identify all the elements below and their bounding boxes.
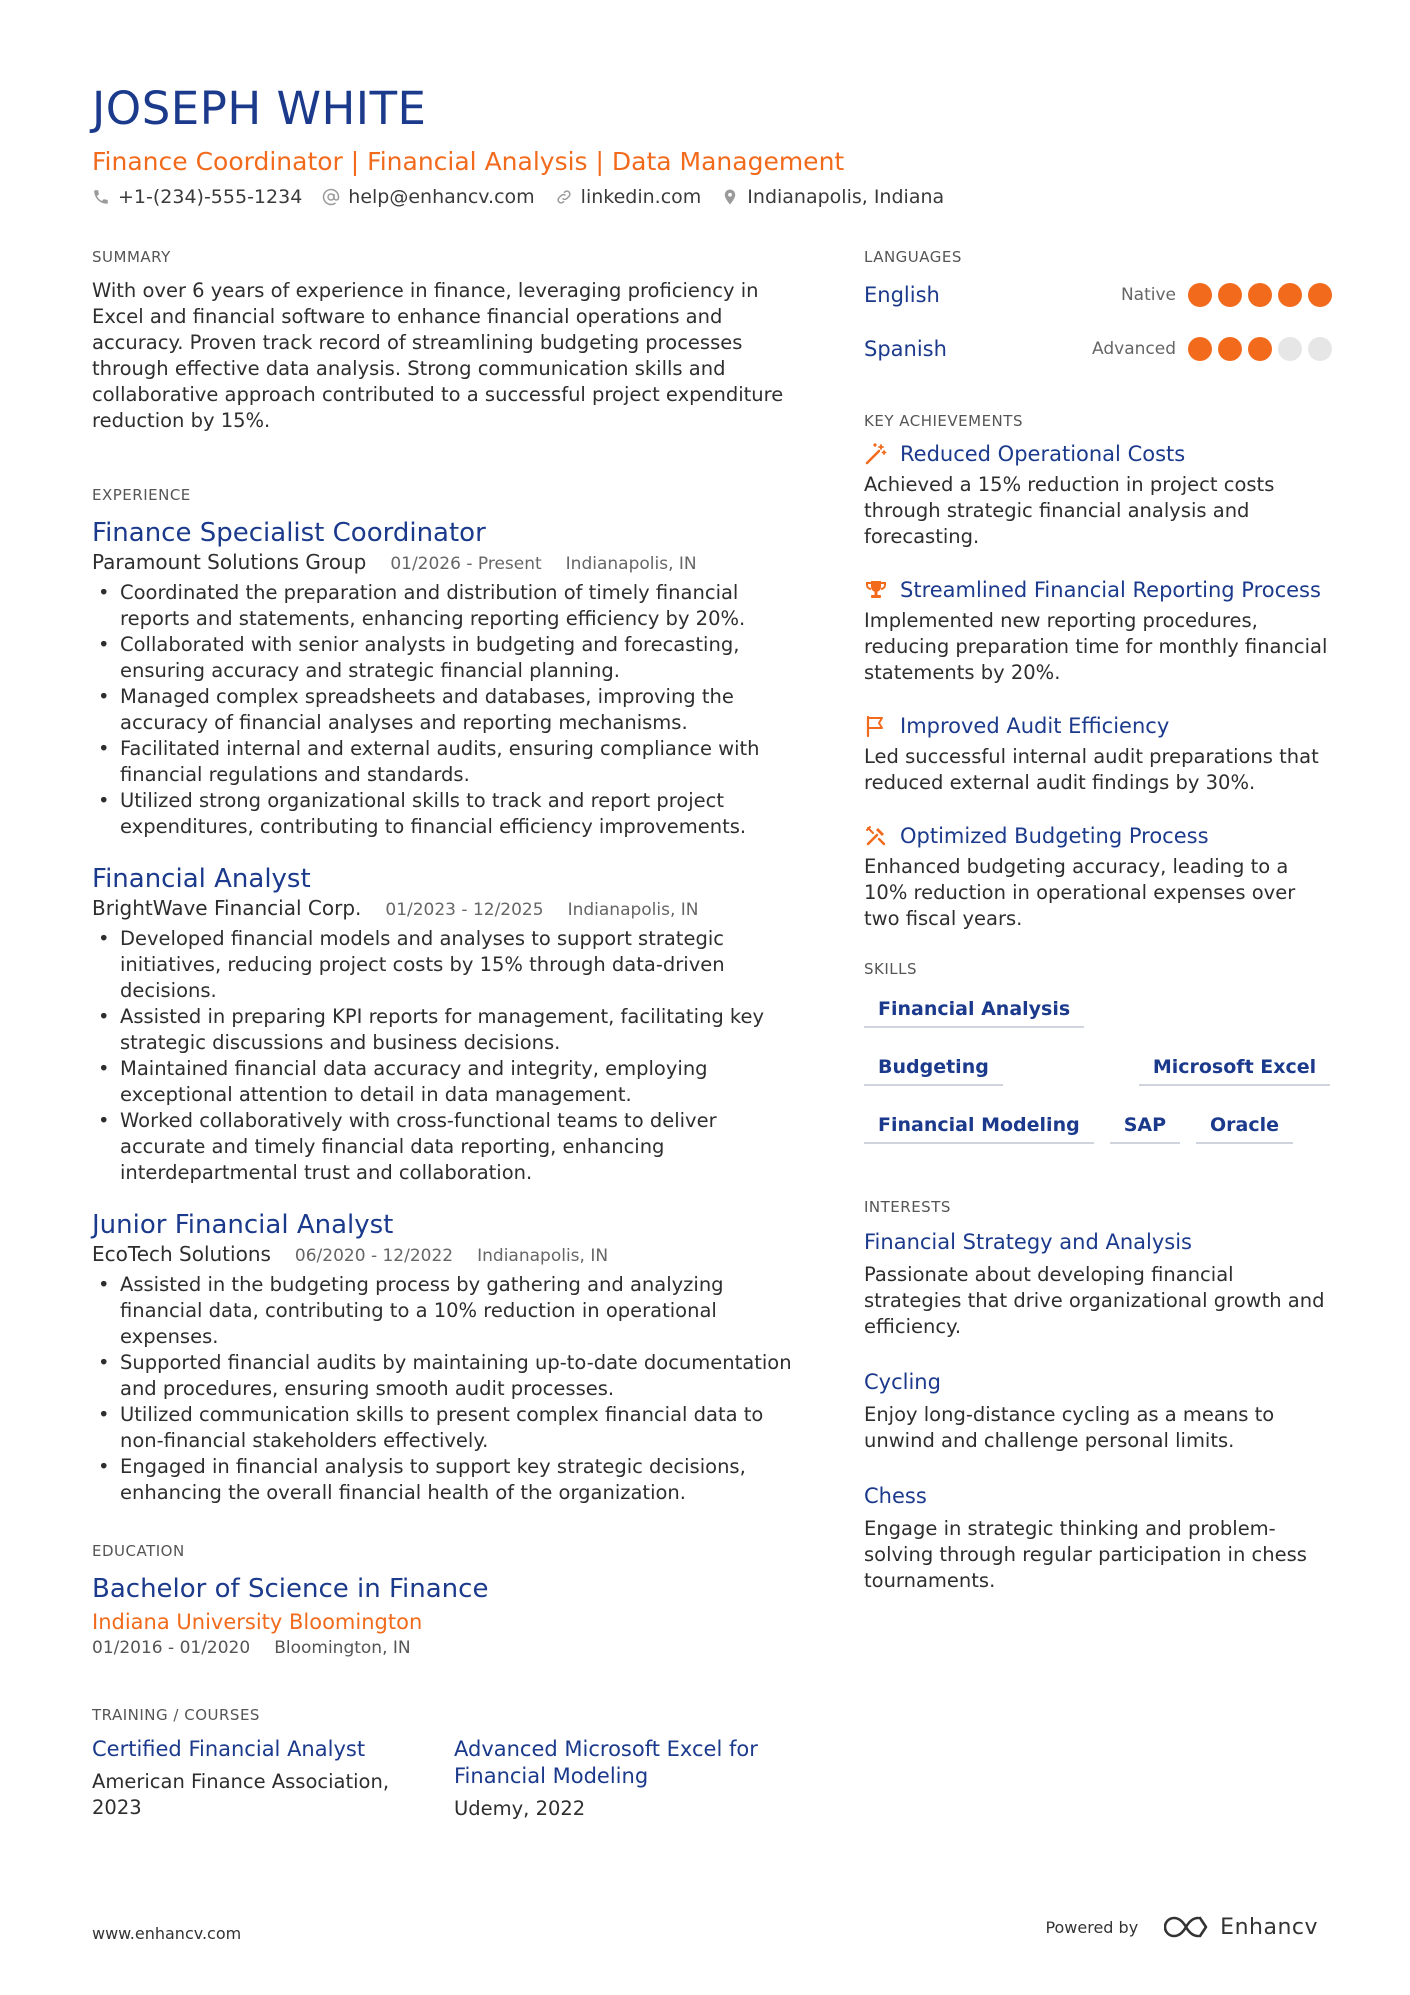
- skill-tag: Oracle: [1196, 1114, 1293, 1144]
- job-meta: [92, 1242, 792, 1266]
- achievement-desc: Led successful internal audit preparations that reduced external audit findings by 30%.: [864, 745, 1319, 794]
- bullet-item: • Utilized strong organizational skills to track and report project expenditures, contributing to financial efficiency improvements.: [92, 788, 792, 840]
- job-company: Paramount Solutions Group: [92, 550, 367, 574]
- summary-text: With over 6 years of experience in finance, leveraging proficiency in Excel and financial software to enhance financial operations and accuracy. Proven track record of streamlining budgeting processes through effective data analysis. Strong communication skills and collaborative approach contributed to a successful project expenditure reduction by 15%.: [92, 279, 784, 432]
- bullet-item: • Facilitated internal and external audits, ensuring compliance with financial regulations and standards.: [92, 736, 792, 788]
- achievement-item: [864, 714, 1334, 796]
- interest-title: Cycling: [864, 1370, 941, 1394]
- skill-tag: Budgeting: [864, 1056, 1003, 1086]
- bullet-item: • Assisted in the budgeting process by gathering and analyzing financial data, contributing to a 10% reduction in operational expenses.: [92, 1272, 792, 1350]
- achievements-section: [864, 412, 1334, 932]
- magic-wand-icon: [864, 442, 888, 466]
- interest-item: [864, 1228, 1334, 1340]
- language-row: [864, 322, 1334, 376]
- interest-desc: Enjoy long-distance cycling as a means to unwind and challenge personal limits.: [864, 1403, 1275, 1452]
- candidate-title: Finance Coordinator | Financial Analysis | Data Management: [92, 147, 845, 176]
- education-location: Bloomington, IN: [274, 1638, 411, 1658]
- job-meta: [92, 550, 792, 574]
- linkedin-text: linkedin.com: [580, 186, 702, 208]
- bullet-item: • Utilized communication skills to present complex financial data to non-financial stakeholders effectively.: [92, 1402, 792, 1454]
- achievement-desc: Implemented new reporting procedures, reducing preparation time for monthly financial statements by 20%.: [864, 609, 1328, 684]
- right-column: [864, 248, 1334, 1642]
- course-item: [92, 1736, 430, 1822]
- achievement-desc: Enhanced budgeting accuracy, leading to a 10% reduction in operational expenses over two fiscal years.: [864, 855, 1296, 930]
- bullet-item: • Developed financial models and analyses to support strategic initiatives, reducing project costs by 15% through data-driven decisions.: [92, 926, 792, 1004]
- job-bullets: [92, 580, 792, 840]
- achievement-desc: Achieved a 15% reduction in project costs through strategic financial analysis and forecasting.: [864, 473, 1275, 548]
- achievement-title: Streamlined Financial Reporting Process: [900, 578, 1321, 602]
- skills-list: [864, 998, 1334, 1144]
- job-bullets: [92, 1272, 792, 1506]
- skill-tag: Microsoft Excel: [1139, 1056, 1330, 1086]
- phone-icon: [92, 188, 110, 206]
- brand-name: Enhancv: [1220, 1914, 1318, 1940]
- job-entry: [92, 862, 792, 1186]
- contact-email[interactable]: [322, 186, 534, 208]
- job-entry: [92, 1208, 792, 1506]
- interest-item: [864, 1368, 1334, 1454]
- achievement-item: [864, 442, 1334, 550]
- rating-dot-filled: [1218, 337, 1242, 361]
- rating-dot-filled: [1308, 283, 1332, 307]
- left-column: [92, 248, 792, 1870]
- bullet-item: • Engaged in financial analysis to support key strategic decisions, enhancing the overall financial health of the organization.: [92, 1454, 792, 1506]
- course-title: Advanced Microsoft Excel for Financial Modeling: [454, 1737, 758, 1788]
- job-company: EcoTech Solutions: [92, 1242, 271, 1266]
- bullet-item: • Worked collaboratively with cross-functional teams to deliver accurate and timely financial data reporting, enhancing interdepartmental trust and collaboration.: [92, 1108, 792, 1186]
- job-title: Junior Financial Analyst: [92, 1210, 394, 1240]
- education-degree: Bachelor of Science in Finance: [92, 1574, 489, 1604]
- section-heading: INTERESTS: [864, 1198, 951, 1216]
- powered-by-label: Powered by: [1045, 1917, 1139, 1937]
- bullet-item: • Collaborated with senior analysts in budgeting and forecasting, ensuring accuracy and strategic financial planning.: [92, 632, 792, 684]
- location-pin-icon: [721, 188, 739, 206]
- interest-title: Financial Strategy and Analysis: [864, 1230, 1192, 1254]
- course-item: [454, 1736, 792, 1822]
- candidate-name: JOSEPH WHITE: [92, 82, 427, 135]
- language-rating: [1188, 283, 1332, 307]
- email-text: help@enhancv.com: [348, 186, 535, 208]
- section-heading: SKILLS: [864, 960, 918, 978]
- job-location: Indianapolis, IN: [567, 900, 699, 920]
- skill-tag: SAP: [1110, 1114, 1180, 1144]
- bullet-item: • Coordinated the preparation and distribution of timely financial reports and statements, enhancing reporting efficiency by 20%.: [92, 580, 792, 632]
- link-icon: [555, 188, 573, 206]
- job-dates: 01/2026 - Present: [390, 554, 542, 574]
- achievement-item: [864, 578, 1334, 686]
- languages-section: [864, 248, 1334, 376]
- job-bullets: [92, 926, 792, 1186]
- rating-dot-empty: [1278, 337, 1302, 361]
- education-school: Indiana University Bloomington: [92, 1610, 423, 1634]
- language-rating: [1188, 337, 1332, 361]
- language-name: Spanish: [864, 337, 947, 361]
- rating-dot-filled: [1188, 283, 1212, 307]
- job-meta: [92, 896, 792, 920]
- training-section: [92, 1706, 792, 1822]
- course-title: Certified Financial Analyst: [92, 1737, 366, 1761]
- interest-desc: Passionate about developing financial strategies that drive organizational growth and efficiency.: [864, 1263, 1325, 1338]
- at-icon: [322, 188, 340, 206]
- education-section: [92, 1542, 792, 1658]
- achievement-title: Optimized Budgeting Process: [900, 824, 1209, 848]
- achievement-item: [864, 824, 1334, 932]
- section-heading: EXPERIENCE: [92, 486, 191, 504]
- course-org: American Finance Association, 2023: [92, 1770, 390, 1819]
- rating-dot-empty: [1308, 337, 1332, 361]
- job-location: Indianapolis, IN: [565, 554, 697, 574]
- bullet-item: • Managed complex spreadsheets and databases, improving the accuracy of financial analyses and reporting mechanisms.: [92, 684, 792, 736]
- job-title: Finance Specialist Coordinator: [92, 518, 486, 548]
- interest-title: Chess: [864, 1484, 927, 1508]
- skill-tag: Financial Modeling: [864, 1114, 1094, 1144]
- phone-text: +1-(234)-555-1234: [118, 186, 303, 208]
- section-heading: LANGUAGES: [864, 248, 962, 266]
- resume-header: [92, 82, 1322, 208]
- contact-location: [721, 186, 944, 208]
- contact-bar: [92, 186, 1322, 208]
- section-heading: SUMMARY: [92, 248, 171, 266]
- bullet-item: • Assisted in preparing KPI reports for management, facilitating key strategic discussions and business decisions.: [92, 1004, 792, 1056]
- interest-desc: Engage in strategic thinking and problem-solving through regular participation in chess tournaments.: [864, 1517, 1307, 1592]
- skill-tag: Financial Analysis: [864, 998, 1084, 1028]
- experience-section: [92, 486, 792, 1506]
- rating-dot-filled: [1188, 337, 1212, 361]
- interests-section: [864, 1198, 1334, 1594]
- skills-section: [864, 960, 1334, 1144]
- education-meta: [92, 1638, 792, 1658]
- job-location: Indianapolis, IN: [477, 1246, 609, 1266]
- flag-icon: [864, 714, 888, 738]
- job-title: Financial Analyst: [92, 864, 311, 894]
- rating-dot-filled: [1248, 337, 1272, 361]
- achievement-title: Improved Audit Efficiency: [900, 714, 1170, 738]
- rating-dot-filled: [1278, 283, 1302, 307]
- language-row: [864, 268, 1334, 322]
- courses-list: [92, 1736, 792, 1822]
- education-dates: 01/2016 - 01/2020: [92, 1638, 251, 1658]
- footer-website[interactable]: www.enhancv.com: [92, 1924, 242, 1943]
- section-heading: TRAINING / COURSES: [92, 1706, 260, 1724]
- course-org: Udemy, 2022: [454, 1797, 586, 1820]
- footer-branding: [1045, 1914, 1318, 1940]
- contact-phone[interactable]: [92, 186, 302, 208]
- bullet-item: • Maintained financial data accuracy and integrity, employing exceptional attention to detail in data management.: [92, 1056, 792, 1108]
- rating-dot-filled: [1218, 283, 1242, 307]
- interest-item: [864, 1482, 1334, 1594]
- job-dates: 01/2023 - 12/2025: [385, 900, 544, 920]
- job-dates: 06/2020 - 12/2022: [294, 1246, 454, 1266]
- summary-section: [92, 248, 792, 434]
- trophy-icon: [864, 578, 888, 602]
- achievement-title: Reduced Operational Costs: [900, 442, 1186, 466]
- section-heading: KEY ACHIEVEMENTS: [864, 412, 1023, 430]
- bullet-item: • Supported financial audits by maintaining up-to-date documentation and procedures, ensuring smooth audit processes.: [92, 1350, 792, 1402]
- section-heading: EDUCATION: [92, 1542, 185, 1560]
- language-level: Native: [1120, 285, 1176, 305]
- rating-dot-filled: [1248, 283, 1272, 307]
- location-text: Indianapolis, Indiana: [747, 186, 945, 208]
- enhancv-logo[interactable]: [1164, 1914, 1318, 1940]
- language-name: English: [864, 283, 940, 307]
- tools-icon: [864, 824, 888, 848]
- enhancv-logo-icon: [1164, 1914, 1210, 1940]
- job-entry: [92, 516, 792, 840]
- contact-linkedin[interactable]: [555, 186, 702, 208]
- job-company: BrightWave Financial Corp.: [92, 896, 362, 920]
- language-level: Advanced: [1092, 339, 1176, 359]
